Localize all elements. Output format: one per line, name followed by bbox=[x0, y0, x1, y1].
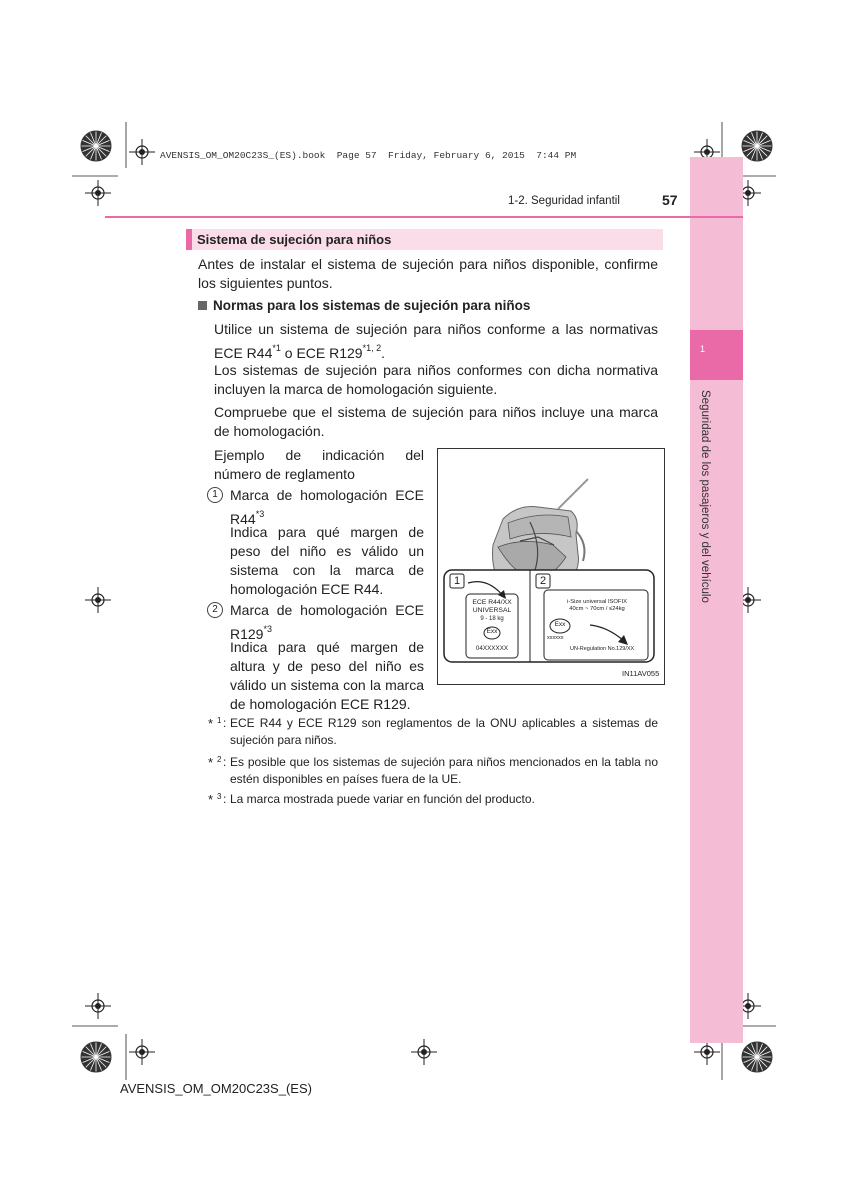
chapter-title: Seguridad de los pasajeros y del vehículo bbox=[699, 390, 711, 603]
para1-text: . bbox=[381, 345, 385, 361]
footnote-number: 2 bbox=[217, 755, 222, 764]
registration-rosette-icon bbox=[742, 1042, 772, 1072]
figure-code: IN11AV055 bbox=[622, 669, 660, 678]
label1-line1: ECE R44/XX bbox=[472, 599, 512, 606]
label2-code: xxxxxx bbox=[547, 635, 564, 641]
figure-badge-1: 1 bbox=[453, 575, 461, 587]
registration-rosette-icon bbox=[742, 131, 772, 161]
registration-cross-icon bbox=[85, 993, 111, 1019]
section-title: Sistema de sujeción para niños bbox=[197, 232, 392, 247]
square-bullet-icon bbox=[198, 301, 207, 310]
section-header: 1-2. Seguridad infantil bbox=[508, 195, 620, 207]
item-title-text: Marca de homologación ECE R44 bbox=[230, 487, 424, 527]
footnote-marker: * bbox=[208, 755, 214, 770]
registration-cross-icon bbox=[129, 139, 155, 165]
section-title-marker bbox=[186, 229, 192, 250]
label1-mark: Exx bbox=[486, 628, 498, 635]
item-number-1: 1 bbox=[207, 487, 223, 503]
chapter-tab[interactable] bbox=[690, 330, 743, 380]
subheading bbox=[198, 298, 530, 313]
label2-line2: 40cm ~ 70cm / ≤24kg bbox=[569, 606, 625, 612]
registration-cross-icon bbox=[411, 1039, 437, 1065]
footnote-number: 3 bbox=[217, 792, 222, 801]
footnote-number: 1 bbox=[217, 716, 222, 725]
footnote-ref[interactable]: *1, 2 bbox=[362, 343, 382, 353]
example-label: Ejemplo de indicación del número de reglamento bbox=[214, 447, 424, 482]
figure-approval-marks bbox=[437, 448, 665, 685]
footnote-marker: * bbox=[208, 716, 214, 731]
registration-cross-icon bbox=[85, 180, 111, 206]
paragraph-check: Compruebe que el sistema de sujeción para niños incluye una marca de homologación. bbox=[214, 404, 658, 439]
label1-line2: UNIVERSAL bbox=[472, 607, 512, 614]
figure-badge-2: 2 bbox=[539, 575, 547, 587]
para1-text: Utilice un sistema de sujeción para niños conforme a las normativas ECE R44 bbox=[214, 321, 658, 361]
footnote-1: * 1 : ECE R44 y ECE R129 son reglamentos de la ONU aplicables a sistemas de sujeción para niños. bbox=[212, 715, 658, 749]
item-desc-1: Indica para qué margen de peso del niño es válido un sistema con la marca de homologación ECE R44. bbox=[230, 524, 424, 597]
registration-cross-icon bbox=[129, 1039, 155, 1065]
subheading-text: Normas para los sistemas de sujeción para niños bbox=[213, 298, 531, 313]
footnote-ref[interactable]: *3 bbox=[255, 509, 265, 519]
footnote-2: * 2 : Es posible que los sistemas de sujeción para niños mencionados en la tabla no estén disponibles en países fuera de la UE. bbox=[212, 754, 658, 788]
footnote-ref[interactable]: *1 bbox=[272, 343, 281, 353]
label1-code: 04XXXXXX bbox=[475, 645, 509, 652]
registration-cross-icon bbox=[85, 587, 111, 613]
chapter-number: 1 bbox=[700, 344, 706, 354]
paragraph-approval-mark: Los sistemas de sujeción para niños conformes con dicha normativa incluyen la marca de homologación siguiente. bbox=[214, 362, 658, 397]
footnote-text: ECE R44 y ECE R129 son reglamentos de la ONU aplicables a sistemas de sujeción para niños. bbox=[230, 716, 658, 747]
registration-rosette-icon bbox=[81, 131, 111, 161]
label2-line1: i-Size universal ISOFIX bbox=[567, 599, 627, 605]
item-title-text: Marca de homologación ECE R129 bbox=[230, 602, 424, 642]
footnote-marker: * bbox=[208, 792, 214, 807]
page-number: 57 bbox=[662, 192, 678, 208]
paragraph-standards bbox=[214, 320, 658, 363]
registration-rosette-icon bbox=[81, 1042, 111, 1072]
para1-text: o ECE R129 bbox=[280, 345, 363, 361]
footnote-text: Es posible que los sistemas de sujeción para niños mencionados en la tabla no estén disponibles en países fuera de la UE. bbox=[230, 755, 658, 786]
label2-regulation: UN-Regulation No.129/XX bbox=[570, 646, 635, 652]
footnote-text: La marca mostrada puede variar en función del producto. bbox=[230, 792, 535, 806]
footnote-ref[interactable]: *3 bbox=[263, 624, 272, 634]
item-desc-2: Indica para qué margen de altura y de peso del niño es válido un sistema con la marca de homologación ECE R129. bbox=[230, 639, 424, 712]
section-title-bar bbox=[186, 229, 663, 250]
footnote-3: * 3 : La marca mostrada puede variar en función del producto. bbox=[212, 791, 658, 808]
print-header: AVENSIS_OM_OM20C23S_(ES).book Page 57 Friday, February 6, 2015 7:44 PM bbox=[160, 150, 577, 161]
label2-mark: Exx bbox=[554, 621, 566, 628]
label1-line3: 9 - 18 kg bbox=[480, 616, 504, 622]
header-rule bbox=[105, 216, 743, 218]
item-number-2: 2 bbox=[207, 602, 223, 618]
footer-document-code: AVENSIS_OM_OM20C23S_(ES) bbox=[120, 1081, 312, 1096]
intro-paragraph: Antes de instalar el sistema de sujeción para niños disponible, confirme los siguientes puntos. bbox=[198, 256, 658, 291]
